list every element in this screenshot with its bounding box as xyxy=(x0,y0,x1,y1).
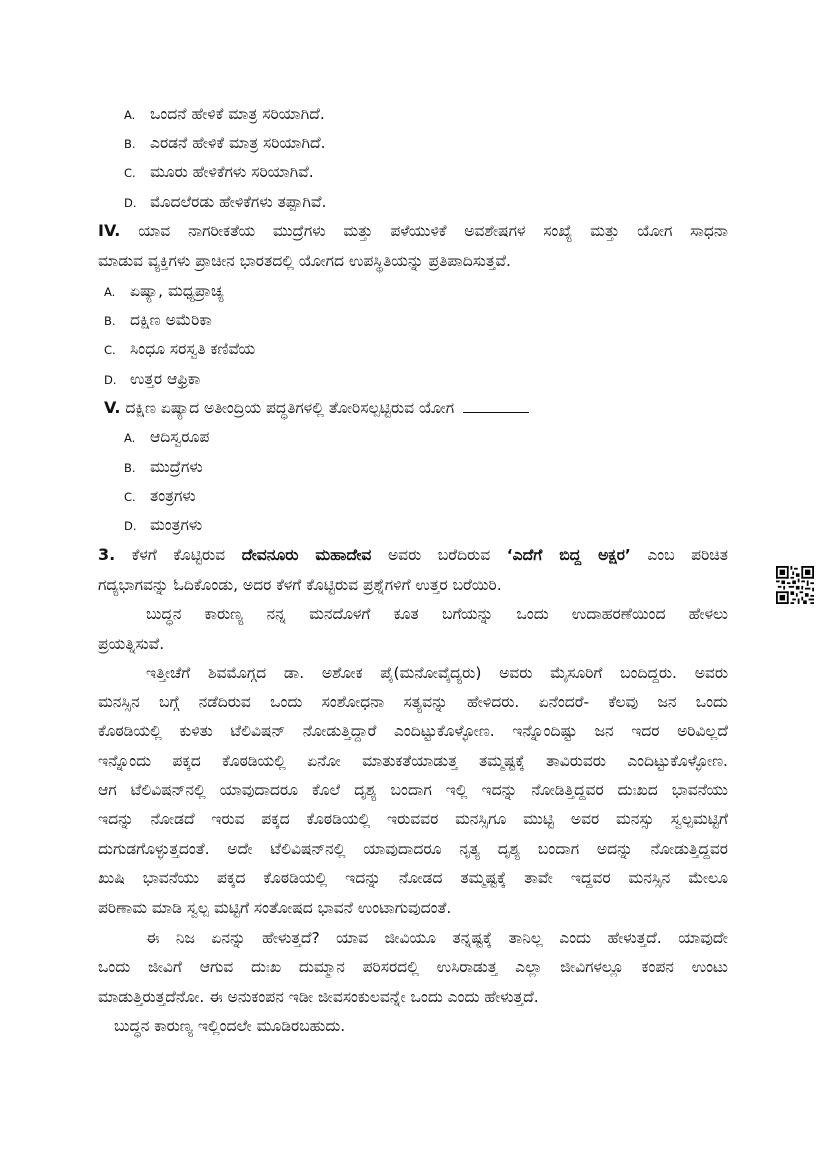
paragraph-line: ಇದನ್ನು ನೋಡದೆ ಇರುವ ಪಕ್ಕದ ಕೊಠಡಿಯಲ್ಲಿ ಇರುವವರ ಮನಸ್ಸಿಗೂ ಮುಟ್ಟಿ ಅವರ ಮನಸ್ಸು ಸ್ವಲ್ಪಮಟ್ಟಿಗೆ xyxy=(98,810,728,828)
option-c xyxy=(124,162,314,183)
option-c xyxy=(104,339,255,360)
option-text: ಎರಡನೆ ಹೇಳಿಕೆ ಮಾತ್ರ ಸರಿಯಾಗಿದೆ. xyxy=(150,134,326,152)
paragraph-line: ಪ್ರಯತ್ನಿಸುವೆ. xyxy=(98,635,165,653)
option-text: ಸಿಂಧೂ ಸರಸ್ವತಿ ಕಣಿವೆಯ xyxy=(130,340,256,358)
option-text: ಉತ್ತರ ಆಫ್ರಿಕಾ xyxy=(130,370,201,388)
option-text: ಏಷ್ಯಾ, ಮಧ್ಯಪ್ರಾಚ್ಯ xyxy=(130,282,224,300)
option-c xyxy=(124,486,196,507)
option-letter: B. xyxy=(124,461,136,475)
answer-blank xyxy=(463,398,529,413)
paragraph-line: ಬುದ್ಧನ ಕಾರುಣ್ಯ ನನ್ನ ಮನದೊಳಗೆ ಕೂತ ಬಗೆಯನ್ನು ಒಂದು ಉದಾಹರಣೆಯಿಂದ ಹೇಳಲು xyxy=(146,605,728,623)
option-letter: D. xyxy=(124,519,137,533)
intro-text: ಎಂಬ ಪರಿಚಿತ xyxy=(647,546,728,564)
question-text: ದಕ್ಷಿಣ ಏಷ್ಯಾದ ಅತೀಂದ್ರಿಯ ಪದ್ಧತಿಗಳಲ್ಲಿ ತೋರಿಸಲ್ಪಟ್ಟಿರುವ ಯೋಗ xyxy=(125,399,455,417)
option-letter: D. xyxy=(104,373,117,387)
option-b xyxy=(124,457,203,478)
option-letter: B. xyxy=(124,137,136,151)
paragraph-line: ಇನ್ನೊಂದು ಪಕ್ಕದ ಕೊಠಡಿಯಲ್ಲಿ ಏನೋ ಮಾತುಕತೆಯಾಡುತ್ತ ತಮ್ಮಷ್ಟಕ್ಕೆ ತಾವಿರುವರು ಎಂದಿಟ್ಟುಕೊಳ್ಳೋಣ. xyxy=(98,752,728,770)
option-text: ಮುದ್ರೆಗಳು xyxy=(150,458,203,476)
author-name: ದೇವನೂರು ಮಹಾದೇವ xyxy=(241,546,372,564)
qr-code-icon xyxy=(776,566,814,604)
paragraph-line: ಮನಸ್ಸಿನ ಬಗ್ಗೆ ನಡೆದಿರುವ ಒಂದು ಸಂಶೋಧನಾ ಸತ್ಯವನ್ನು ಹೇಳಿದರು. ಏನೆಂದರೆ- ಕೆಲವು ಜನ ಒಂದು xyxy=(98,693,728,711)
question-v xyxy=(104,398,529,418)
option-letter: C. xyxy=(124,166,136,180)
option-a xyxy=(124,104,325,125)
option-d xyxy=(104,369,200,390)
option-text: ಒಂದನೆ ಹೇಳಿಕೆ ಮಾತ್ರ ಸರಿಯಾಗಿದೆ. xyxy=(150,105,325,123)
paragraph-line: ಆಗ ಟೆಲಿವಿಷನ್‌ನಲ್ಲಿ ಯಾವುದಾದರೂ ಕೊಲೆ ದೃಶ್ಯ ಬಂದಾಗ ಇಲ್ಲಿ ಇದನ್ನು ನೋಡಿತ್ತಿದ್ದವರ ದುಃಖದ ಭಾವನೆಯು xyxy=(98,781,728,799)
option-text: ಮೊದಲೆರಡು ಹೇಳಿಕೆಗಳು ತಪ್ಪಾಗಿವೆ. xyxy=(150,193,327,211)
paragraph-line: ಖುಷಿ ಭಾವನೆಯು ಪಕ್ಕದ ಕೊಠಡಿಯಲ್ಲಿ ಇದನ್ನು ನೋಡದ ತಮ್ಮಷ್ಟಕ್ಕೆ ತಾವೇ ಇದ್ದವರ ಮನಸ್ಸಿನ ಮೇಲೂ xyxy=(98,869,728,887)
paragraph-line: ಒಂದು ಜೀವಿಗೆ ಆಗುವ ದುಃಖ ದುಮ್ಮಾನ ಪರಿಸರದಲ್ಲಿ ಉಸಿರಾಡುತ್ತ ಎಲ್ಲಾ ಜೀವಿಗಳಲ್ಲೂ ಕಂಪನ ಉಂಟು xyxy=(98,958,728,976)
option-text: ತಂತ್ರಗಳು xyxy=(150,487,196,505)
option-b xyxy=(124,133,326,154)
option-letter: A. xyxy=(124,431,136,445)
passage-title: ‘ಎದೆಗೆ ಬಿದ್ದ ಅಕ್ಷರ’ xyxy=(506,546,631,564)
question-text: ಯಾವ ನಾಗರೀಕತೆಯ ಮುದ್ರೆಗಳು ಮತ್ತು ಪಳೆಯುಳಿಕೆ ಅವಶೇಷಗಳ ಸಂಖ್ಯೆ ಮತ್ತು ಯೋಗ ಸಾಧನಾ xyxy=(138,222,728,240)
paragraph-line: ಮಾಡುತ್ತಿರುತ್ತದೆನೋ. ಈ ಅನುಕಂಪನ ಇಡೀ ಜೀವಸಂಕುಲವನ್ನೇ ಒಂದು ಎಂದು ಹೇಳುತ್ತದೆ. xyxy=(98,988,539,1006)
section-3-intro-line2: ಗದ್ಯಭಾಗವನ್ನು ಓದಿಕೊಂಡು, ಅದರ ಕೆಳಗೆ ಕೊಟ್ಟಿರುವ ಪ್ರಶ್ನೆಗಳಿಗೆ ಉತ್ತರ ಬರೆಯಿರಿ. xyxy=(98,576,502,594)
option-b xyxy=(104,310,212,331)
option-letter: D. xyxy=(124,196,137,210)
question-number: IV. xyxy=(98,221,121,240)
paragraph-line: ದುಗುಡಗೊಳ್ಳುತ್ತದಂತೆ. ಅದೇ ಟೆಲಿವಿಷನ್‌ನಲ್ಲಿ ಯಾವುದಾದರೂ ನೃತ್ಯ ದೃಶ್ಯ ಬಂದಾಗ ಅದನ್ನು ನೋಡುತ್ತಿದ್ದವರ xyxy=(98,840,728,858)
option-letter: A. xyxy=(104,285,116,299)
option-letter: C. xyxy=(104,343,116,357)
question-number: V. xyxy=(104,398,121,417)
option-letter: C. xyxy=(124,490,136,504)
option-text: ಮಂತ್ರಗಳು xyxy=(150,516,203,534)
option-text: ದಕ್ಷಿಣ ಅಮೆರಿಕಾ xyxy=(130,311,212,329)
option-text: ಆದಿಸ್ವರೂಪ xyxy=(150,428,210,446)
section-3-intro-line1 xyxy=(98,545,728,565)
option-text: ಮೂರು ಹೇಳಿಕೆಗಳು ಸರಿಯಾಗಿವೆ. xyxy=(150,163,314,181)
option-a xyxy=(124,427,209,448)
intro-text: ಕೆಳಗೆ ಕೊಟ್ಟಿರುವ xyxy=(131,546,226,564)
option-a xyxy=(104,281,224,302)
option-d xyxy=(124,515,202,536)
option-d xyxy=(124,192,326,213)
section-number: 3. xyxy=(98,545,116,564)
paragraph-line: ಈ ನಿಜ ಏನನ್ನು ಹೇಳುತ್ತದೆ? ಯಾವ ಜೀವಿಯೂ ತನ್ನಷ್ಟಕ್ಕೆ ತಾನಿಲ್ಲ ಎಂದು ಹೇಳುತ್ತದೆ. ಯಾವುದೇ xyxy=(146,929,728,947)
paragraph-line: ಇತ್ತೀಚೆಗೆ ಶಿವಮೊಗ್ಗದ ಡಾ. ಅಶೋಕ ಪೈ(ಮನೋವೈದ್ಯರು) ಅವರು ಮೈಸೂರಿಗೆ ಬಂದಿದ್ದರು. ಅವರು xyxy=(146,664,728,682)
paragraph-line: ಪರಿಣಾಮ ಮಾಡಿ ಸ್ವಲ್ಪ ಮಟ್ಟಿಗೆ ಸಂತೋಷದ ಭಾವನೆ ಉಂಟಾಗುವುದಂತೆ. xyxy=(98,899,452,917)
paragraph-line: ಕೊಠಡಿಯಲ್ಲಿ ಕುಳಿತು ಟೆಲಿವಿಷನ್ ನೋಡುತ್ತಿದ್ದಾರೆ ಎಂದಿಟ್ಟುಕೊಳ್ಳೋಣ. ಇನ್ನೊಂದಿಷ್ಟು ಜನ ಇದರ ಅರಿವಿಲ್ಲದೆ xyxy=(98,722,728,740)
question-iv-line1 xyxy=(98,221,728,241)
option-letter: A. xyxy=(124,108,136,122)
option-letter: B. xyxy=(104,314,116,328)
intro-text: ಅವರು ಬರೆದಿರುವ xyxy=(387,546,491,564)
question-iv-line2: ಮಾಡುವ ವ್ಯಕ್ತಿಗಳು ಪ್ರಾಚೀನ ಭಾರತದಲ್ಲಿ ಯೋಗದ ಉಪಸ್ಥಿತಿಯನ್ನು ಪ್ರತಿಪಾದಿಸುತ್ತವೆ. xyxy=(98,252,511,270)
closing-line: ಬುದ್ಧನ ಕಾರುಣ್ಯ ಇಲ್ಲಿಂದಲೇ ಮೂಡಿರಬಹುದು. xyxy=(114,1017,346,1035)
